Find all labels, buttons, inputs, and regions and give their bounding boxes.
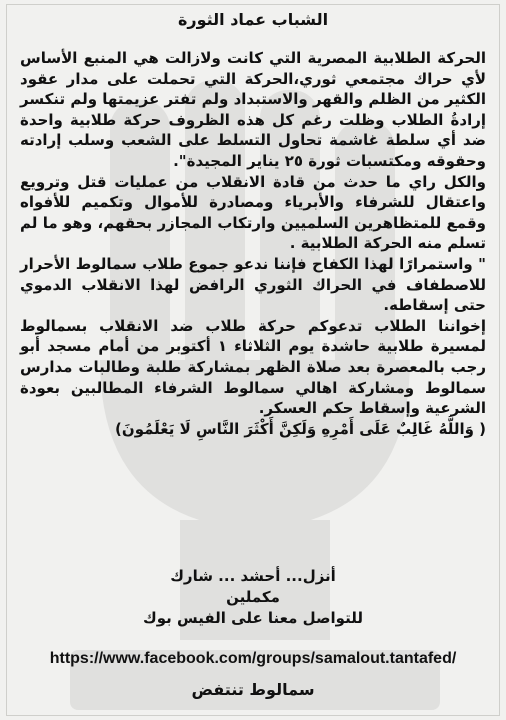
- paragraph-repression: والكل راي ما حدث من قادة الانقلاب من عمليات قتل وترويع واعتقال للشرفاء والأبرياء ومصادرة للأموال وتكميم للأفواه وقمع للمتظاهرين السلميين وارتكاب المجازر بحقهم، وهو ما لم تسلم منه الحركة الطلابية .: [20, 172, 486, 253]
- facebook-url[interactable]: https://www.facebook.com/groups/samalout.tantafed/: [49, 650, 457, 667]
- poster-title: الشباب عماد الثورة: [177, 10, 329, 29]
- paragraph-call: " واستمرارًا لهذا الكفاح فإننا ندعو جموع طلاب سمالوط الأحرار للاصطفاف في الحراك الثوري الرافض لهذا الانقلاب الدموي حتى إسقاطه.: [20, 254, 486, 315]
- quran-verse: ( وَاللَّهُ غَالِبٌ عَلَى أَمْرِهِ وَلَكِنَّ أَكْثَرَ النَّاسِ لَا يَعْلَمُونَ): [115, 419, 486, 438]
- mukammilin-line: مكملين: [226, 588, 280, 606]
- poster-body: [20, 48, 486, 439]
- contact-line: للتواصل معنا على الفيس بوك: [143, 609, 363, 627]
- paragraph-intro: الحركة الطلابية المصرية التي كانت ولازالت هي المنبع الأساس لأي حراك مجتمعي ثوري،الحركة التي تحملت على مدار عقود الكثير من الظلم والقهر والاستبداد ولم تفتر عزيمتها ولم تنكسر إرادةُ الطلاب وظلت رغم كل هذه الظروف حركة طلابية واحدة ضد أي سلطة غاشمة تحاول التسلط على الشعب وسلب إرادته وحقوقه ومكتسبات ثورة ٢٥ يناير المجيدة".: [20, 49, 486, 170]
- poster-footer: [0, 566, 506, 629]
- paragraph-march: إخواننا الطلاب تدعوكم حركة طلاب ضد الانقلاب بسمالوط لمسيرة طلابية حاشدة يوم الثلاثاء ١ أكتوبر من أمام مسجد أبو رجب بالمعصرة بعد صلاة الظهر بمشاركة طلبة وطالبات مدارس سمالوط ومشاركة اهالي سمالوط الشرفاء المطالبين بعودة الشرعية وإسقاط حكم العسكر.: [20, 316, 486, 418]
- closing-slogan: سمالوط تنتفض: [191, 680, 315, 699]
- slogan-line: أنزل... أحشد ... شارك: [170, 567, 336, 585]
